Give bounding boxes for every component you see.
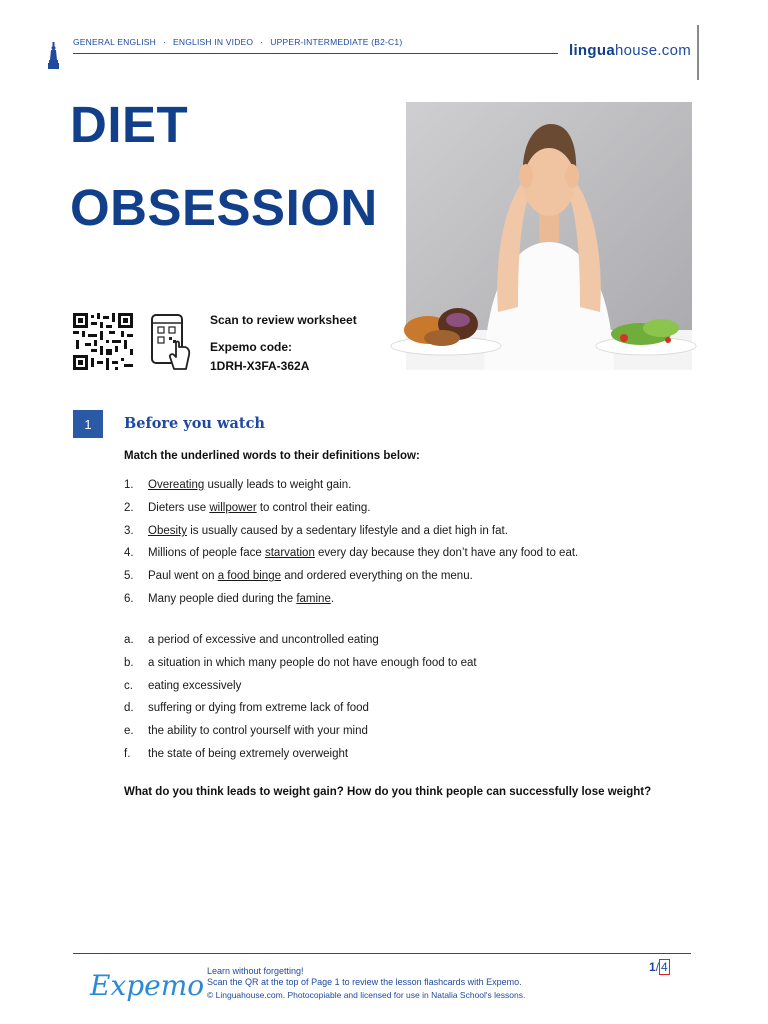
footer-scan-note: Scan the QR at the top of Page 1 to review the lesson flashcards with Expemo. — [207, 977, 522, 987]
underlined-term: starvation — [264, 547, 315, 559]
statue-of-liberty-icon — [47, 40, 61, 70]
underlined-term: Overeating — [148, 479, 205, 491]
footer-tagline: Learn without forgetting! — [207, 966, 304, 976]
underlined-term: Obesity — [148, 525, 187, 537]
section-title: Before you watch — [124, 415, 265, 432]
woman-diet-photo — [406, 102, 692, 370]
discussion-question: What do you think leads to weight gain? How do you think people can successfully lose weight? — [124, 786, 652, 798]
exercise-instruction: Match the underlined words to their definitions below: — [124, 450, 420, 462]
expemo-code-value: 1DRH-X3FA-362A — [210, 359, 310, 373]
expemo-code-label: Expemo code: — [210, 340, 293, 354]
underlined-term: willpower — [209, 502, 257, 514]
footer-divider — [73, 953, 691, 954]
page-title-line-2: OBSESSION — [70, 179, 378, 236]
expemo-logo[interactable] — [90, 962, 205, 1008]
phone-scan-icon — [150, 313, 192, 371]
breadcrumb-item-category[interactable]: ENGLISH IN VIDEO — [173, 37, 254, 47]
qr-code-icon[interactable] — [73, 313, 133, 370]
breadcrumb-item-level-type[interactable]: GENERAL ENGLISH — [73, 37, 156, 47]
breadcrumb: GENERAL ENGLISH · ENGLISH IN VIDEO · UPPER-INTERMEDIATE (B2-C1) — [73, 37, 403, 47]
svg-text:Expemo: Expemo — [90, 969, 205, 1002]
footer-copyright: © Linguahouse.com. Photocopiable and licensed for use in Natalia School's lessons. — [207, 990, 526, 1000]
page-number: 1/ 4 — [649, 960, 668, 974]
breadcrumb-item-level[interactable]: UPPER-INTERMEDIATE (B2-C1) — [270, 37, 403, 47]
header-divider — [73, 53, 558, 54]
underlined-term: famine — [296, 593, 331, 605]
brand-logo[interactable]: linguahouse.com — [569, 42, 692, 59]
page-total: 4 — [661, 960, 668, 974]
underlined-term: a food binge — [217, 570, 281, 582]
page-edge-bar — [697, 25, 699, 80]
page-title-line-1: DIET — [70, 96, 189, 153]
scan-instruction: Scan to review worksheet — [210, 313, 357, 327]
section-number-badge: 1 — [73, 410, 103, 438]
